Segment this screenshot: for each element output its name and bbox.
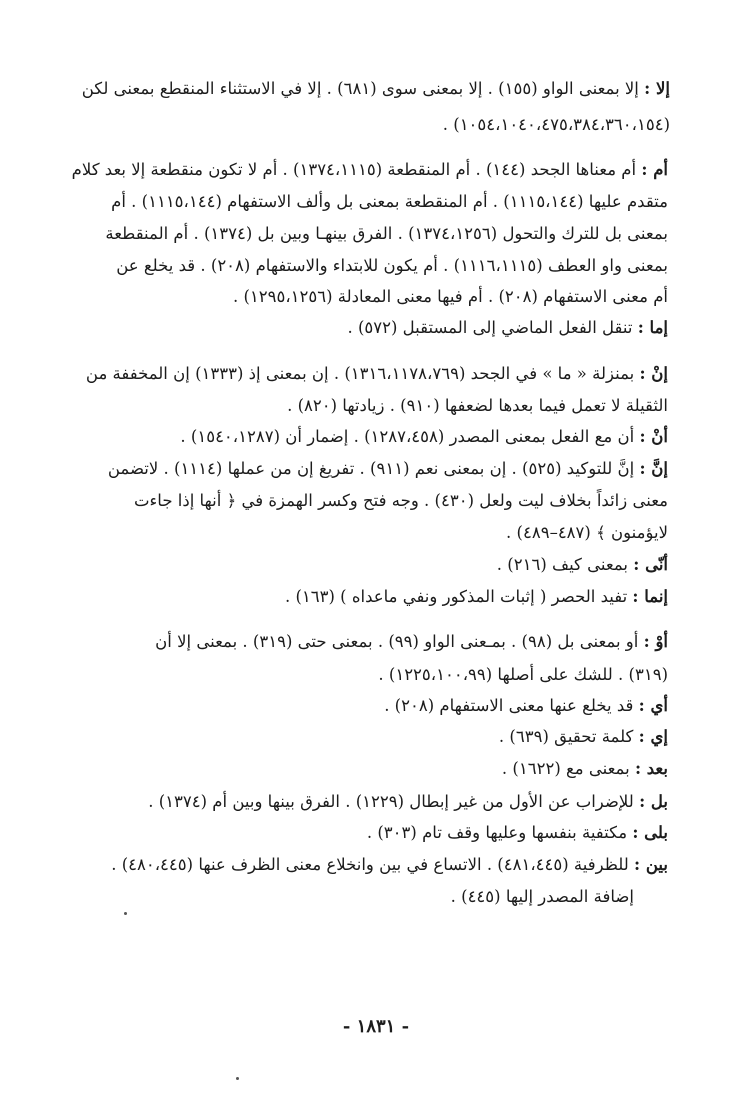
entry-text: متقدم عليها (١١١٥،١٤٤) . أم المنقطعة بمعنى بل وألف الاستفهام (١١١٥،١٤٤) . أم (111, 192, 668, 211)
entry-text: إلا بمعنى الواو (١٥٥) . إلا بمعنى سوى (٦٨١) . إلا في الاستثناء المنقطع بمعنى لكن (81, 79, 639, 98)
entry-an-line-1 (180, 424, 668, 450)
entry-in-line-2 (287, 393, 668, 419)
entry-keyword: إي : (638, 727, 668, 746)
entry-illa-line-2 (443, 112, 670, 138)
entry-text: إنَّ للتوكيد (٥٢٥) . إن بمعنى نعم (٩١١) . تفريغ إن من عملها (١١١٤) . لاتضمن (107, 459, 635, 478)
print-speck (236, 1077, 239, 1080)
entry-text: بمنزلة « ما » في الجحد (١٣١٦،١١٧٨،٧٦٩) . إن بمعنى إذ (١٣٣٣) إن المخففة من (85, 364, 635, 383)
entry-am-line-1 (72, 157, 668, 183)
entry-text: أن مع الفعل بمعنى المصدر (١٢٨٧،٤٥٨) . إضمار أن (١٥٤٠،١٢٨٧) . (180, 427, 635, 446)
entry-text: تنقل الفعل الماضي إلى المستقبل (٥٧٢) . (347, 318, 633, 337)
entry-text: إضافة المصدر إليها (٤٤٥) . (450, 887, 634, 906)
print-speck (124, 912, 127, 915)
entry-text: بمعنى كيف (٢١٦) . (496, 555, 628, 574)
entry-text: بمعنى بل للترك والتحول (١٣٧٤،١٢٥٦) . الفرق بينهـا وبين بل (١٣٧٤) . أم المنقطعة (105, 224, 668, 243)
entry-keyword: أنّى : (633, 555, 668, 574)
entry-keyword: بين : (634, 855, 668, 874)
entry-inna-line-2 (134, 488, 668, 514)
entry-keyword: بلى : (632, 823, 668, 842)
entry-bayna-line-2 (451, 884, 634, 910)
entry-text: للظرفية (٤٨١،٤٤٥) . الاتساع في بين وانخلاع معنى الظرف عنها (٤٨٠،٤٤٥) . (111, 855, 629, 874)
entry-bal-line-1 (148, 789, 668, 815)
entry-text: أم معنى الاستفهام (٢٠٨) . أم فيها معنى المعادلة (١٢٩٥،١٢٥٦) . (232, 287, 668, 306)
entry-anna-line-1 (497, 552, 668, 578)
entry-text: مكتفية بنفسها وعليها وقف تام (٣٠٣) . (366, 823, 628, 842)
entry-text: كلمة تحقيق (٦٣٩) . (498, 727, 634, 746)
entry-text: للإضراب عن الأول من غير إبطال (١٢٢٩) . الفرق بينها وبين أم (١٣٧٤) . (148, 792, 634, 811)
entry-text: لايؤمنون ﴾ (٤٨٧–٤٨٩) . (506, 523, 668, 542)
entry-keyword: إلا : (644, 79, 670, 98)
entry-text: الثقيلة لا تعمل فيما بعدها لضعفها (٩١٠) . زيادتها (٨٢٠) . (287, 396, 668, 415)
entry-keyword: إنَّ : (639, 459, 668, 478)
entry-innama-line-1 (285, 584, 668, 610)
entry-text: بمعنى مع (١٦٢٢) . (501, 759, 630, 778)
entry-text: (١٠٥٤،١٠٤٠،٤٧٥،٣٨٤،٣٦٠،١٥٤) . (442, 115, 670, 134)
entry-imma-line-1 (347, 315, 668, 341)
entry-aw-line-1 (155, 629, 668, 655)
entry-text: تفيد الحصر ( إثبات المذكور ونفي ماعداه ) (١٦٣) . (284, 587, 628, 606)
entry-in-line-1 (86, 361, 668, 387)
entry-keyword: بعد : (634, 759, 668, 778)
entry-inna-line-3 (506, 520, 668, 546)
entry-am-line-4 (116, 253, 668, 279)
page-number: - ١٨٣١ - (342, 1016, 410, 1037)
entry-am-line-3 (105, 221, 668, 247)
entry-keyword: أنْ : (639, 427, 668, 446)
entry-ayy-line-1 (384, 693, 668, 719)
entry-text: بمعنى واو العطف (١١١٦،١١١٥) . أم يكون للابتداء والاستفهام (٢٠٨) . قد يخلع عن (116, 256, 668, 275)
entry-bala-line-1 (367, 820, 668, 846)
entry-text: معنى زائداً بخلاف ليت ولعل (٤٣٠) . وجه فتح وكسر الهمزة في ﴿ أنها إذا جاءت (134, 491, 668, 510)
entry-keyword: أي : (638, 696, 668, 715)
entry-text: (٣١٩) . للشك على أصلها (١٢٢٥،١٠٠،٩٩) . (378, 665, 668, 684)
entry-inna-line-1 (108, 456, 668, 482)
entry-text: أو بمعنى بل (٩٨) . بمـعنى الواو (٩٩) . بمعنى حتى (٣١٩) . بمعنى إلا أن (155, 632, 639, 651)
entry-keyword: إما : (637, 318, 668, 337)
entry-bayna-line-1 (111, 852, 668, 878)
entry-illa-line-1 (82, 76, 670, 102)
entry-keyword: إنْ : (639, 364, 668, 383)
entry-ii-line-1 (499, 724, 668, 750)
entry-baad-line-1 (502, 756, 668, 782)
entry-aw-line-2 (378, 662, 668, 688)
entry-keyword: أم : (641, 160, 668, 179)
entry-am-line-5 (233, 284, 668, 310)
entry-keyword: بل : (639, 792, 668, 811)
entry-text: قد يخلع عنها معنى الاستفهام (٢٠٨) . (384, 696, 634, 715)
entry-text: أم معناها الجحد (١٤٤) . أم المنقطعة (١٣٧٤،١١١٥) . أم لا تكون منقطعة إلا بعد كلام (71, 160, 637, 179)
entry-am-line-2 (111, 189, 668, 215)
entry-keyword: إنما : (632, 587, 668, 606)
entry-keyword: أوْ : (643, 632, 668, 651)
